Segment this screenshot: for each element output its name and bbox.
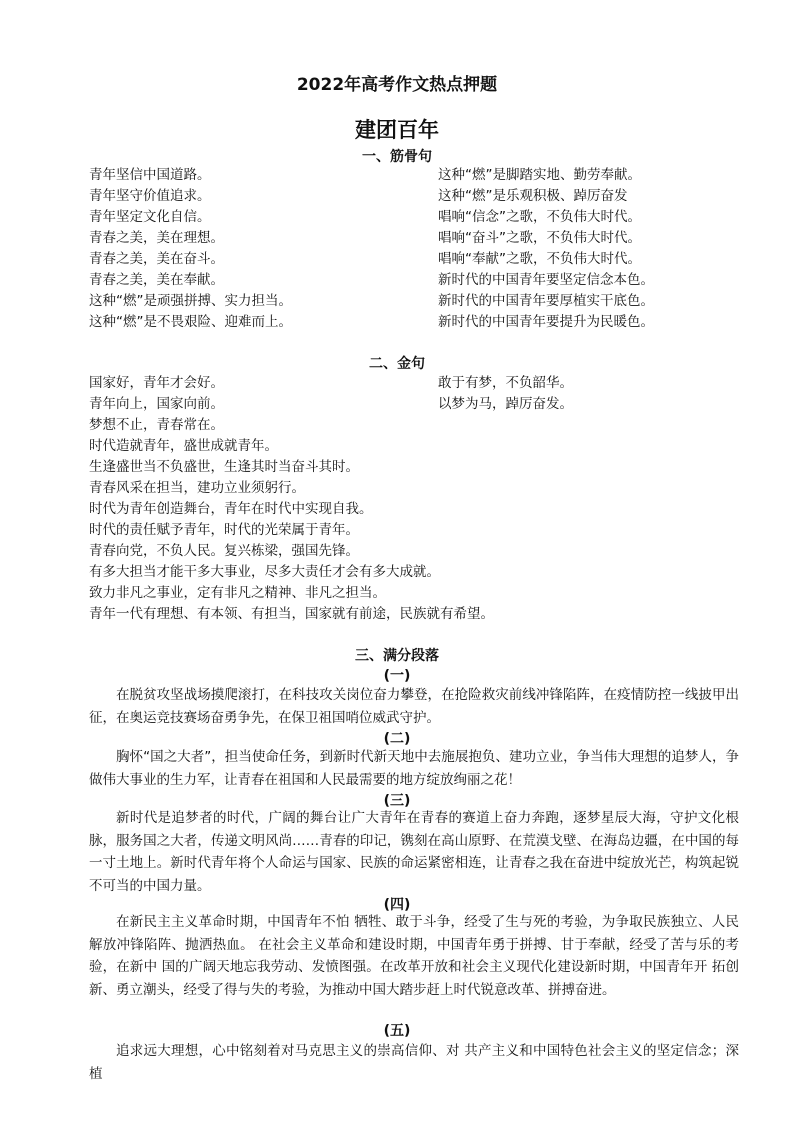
list-item: 青年坚守价值追求。 xyxy=(89,188,211,204)
paragraph-text: 新时代是追梦者的时代，广阔的舞台让广大青年在青春的赛道上奋力奔跑，逐梦星辰大海，守护文化根脉，服务国之大者，传递文明风尚……青春的印记，镌刻在高山原野、在荒漠戈壁、在海岛边疆，在中国的每一寸土地上。新时代青年将个人命运与国家、民族的命运紧密相连，让青春之我在奋进中绽放光芒，构筑起锐不可当的中国力量。 xyxy=(89,810,739,894)
paragraph-label: (二) xyxy=(383,731,411,747)
list-item: 青年向上，国家向前。 xyxy=(89,396,224,412)
paragraph-label: (四) xyxy=(383,897,411,913)
list-item: 青年一代有理想、有本领、有担当，国家就有前途，民族就有希望。 xyxy=(89,606,494,622)
list-item: 敢于有梦，不负韶华。 xyxy=(438,375,573,391)
list-item: 以梦为马，踔厉奋发。 xyxy=(438,396,573,412)
list-item: 青春之美，美在奋斗。 xyxy=(89,251,224,267)
list-item: 国家好，青年才会好。 xyxy=(89,375,224,391)
section2-left-column xyxy=(89,373,494,625)
list-item: 青年坚信中国道路。 xyxy=(89,167,211,183)
section1-right-column xyxy=(438,165,654,333)
list-item: 有多大担当才能干多大事业，尽多大责任才会有多大成就。 xyxy=(89,564,440,580)
list-item: 青春之美，美在奉献。 xyxy=(89,272,224,288)
list-item: 唱响“信念”之歌，不负伟大时代。 xyxy=(438,209,641,225)
list-item: 青年坚定文化自信。 xyxy=(89,209,211,225)
paragraph-text: 在新民主主义革命时期，中国青年不怕 牺牲、敢于斗争，经受了生与死的考验，为争取民族独立、人民解放冲锋陷阵、抛洒热血。 在社会主义革命和建设时期，中国青年勇于拼搏、甘于奉献，经受了苦与乐的考验，在新中 国的广阔天地忘我劳动、发愤图强。在改革开放和社会主义现代化建设新时期，中国青年开 拓创新、勇立潮头，经受了得与失的考验，为推动中国大踏步赶上时代锐意改革、拼搏奋进。 xyxy=(89,914,739,998)
paragraph-text: 在脱贫攻坚战场摸爬滚打，在科技攻关岗位奋力攀登，在抢险救灾前线冲锋陷阵，在疫情防控一线披甲出征，在奥运竞技赛场奋勇争先，在保卫祖国哨位威武守护。 xyxy=(89,687,739,726)
list-item: 这种“燃”是脚踏实地、勤劳奉献。 xyxy=(438,167,641,183)
list-item: 时代的责任赋予青年，时代的光荣属于青年。 xyxy=(89,522,359,538)
list-item: 梦想不止，青春常在。 xyxy=(89,417,224,433)
section-heading-3: 三、满分段落 xyxy=(355,648,439,664)
list-item: 时代造就青年，盛世成就青年。 xyxy=(89,438,278,454)
list-item: 青春向党，不负人民。复兴栋梁，强国先锋。 xyxy=(89,543,359,559)
list-item: 时代为青年创造舞台，青年在时代中实现自我。 xyxy=(89,501,373,517)
list-item: 新时代的中国青年要厚植实干底色。 xyxy=(438,293,654,309)
list-item: 新时代的中国青年要坚定信念本色。 xyxy=(438,272,654,288)
section-heading-2: 二、金句 xyxy=(369,356,425,372)
section-heading-1: 一、筋骨句 xyxy=(362,149,432,165)
paragraph-label: (一) xyxy=(383,668,411,684)
list-item: 唱响“奋斗”之歌，不负伟大时代。 xyxy=(438,230,641,246)
paragraph-text: 追求远大理想，心中铭刻着对马克思主义的崇高信仰、对 共产主义和中国特色社会主义的坚定信念；深植 xyxy=(89,1043,739,1082)
list-item: 新时代的中国青年要提升为民暖色。 xyxy=(438,314,654,330)
section1-left-column xyxy=(89,165,292,333)
paragraph-label: (三) xyxy=(383,793,411,809)
document-subtitle: 建团百年 xyxy=(355,118,439,142)
list-item: 生逢盛世当不负盛世，生逢其时当奋斗其时。 xyxy=(89,459,359,475)
list-item: 青春之美，美在理想。 xyxy=(89,230,224,246)
list-item: 致力非凡之事业，定有非凡之精神、非凡之担当。 xyxy=(89,585,386,601)
list-item: 这种“燃”是顽强拼搏、实力担当。 xyxy=(89,293,292,309)
list-item: 唱响“奉献”之歌，不负伟大时代。 xyxy=(438,251,641,267)
list-item: 这种“燃”是乐观积极、踔厉奋发 xyxy=(438,188,628,204)
list-item: 青春风采在担当，建功立业须躬行。 xyxy=(89,480,305,496)
paragraph-label: (五) xyxy=(383,1023,411,1039)
paragraph-text: 胸怀“国之大者”，担当使命任务，到新时代新天地中去施展抱负、建功立业，争当伟大理想的追梦人，争做伟大事业的生力军，让青春在祖国和人民最需要的地方绽放绚丽之花！ xyxy=(89,749,739,788)
document-title: 2022年高考作文热点押题 xyxy=(296,75,498,95)
list-item: 这种“燃”是不畏艰险、迎难而上。 xyxy=(89,314,292,330)
